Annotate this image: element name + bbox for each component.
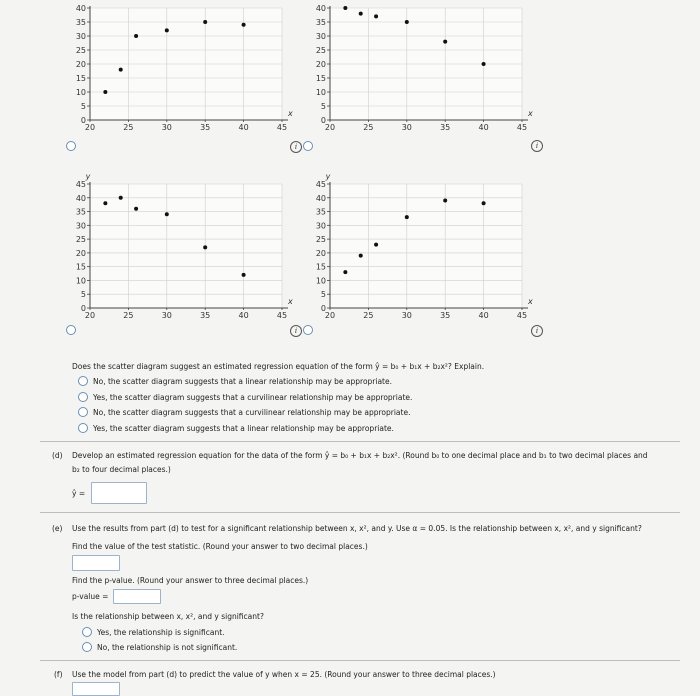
question-c-option-3-label: No, the scatter diagram suggests that a curvilinear relationship may be appropriate. bbox=[93, 407, 411, 417]
significance-option-no-label: No, the relationship is not significant. bbox=[97, 642, 238, 652]
x-tick-label: 45 bbox=[276, 311, 288, 320]
question-c-option-2[interactable] bbox=[78, 392, 412, 402]
data-point bbox=[165, 28, 169, 32]
y-tick-label: 0 bbox=[80, 304, 86, 313]
plot-area bbox=[330, 184, 522, 308]
x-tick-label: 25 bbox=[123, 311, 134, 320]
y-tick-label: 20 bbox=[315, 248, 326, 258]
y-tick-label: 40 bbox=[75, 193, 86, 203]
regression-equation-input[interactable] bbox=[91, 482, 147, 504]
x-tick-label: 35 bbox=[440, 123, 451, 132]
data-point bbox=[343, 270, 347, 274]
y-tick-label: 45 bbox=[315, 180, 326, 189]
significance-option-no[interactable] bbox=[82, 642, 237, 652]
data-point bbox=[103, 201, 107, 205]
x-tick-label: 45 bbox=[516, 123, 528, 132]
x-tick-label: 35 bbox=[440, 311, 451, 320]
significance-option-yes-label: Yes, the relationship is significant. bbox=[97, 627, 225, 637]
data-point bbox=[134, 207, 138, 211]
y-tick-label: 10 bbox=[75, 276, 86, 286]
x-tick-label: 40 bbox=[238, 311, 249, 320]
data-point bbox=[482, 62, 486, 66]
y-tick-label: 35 bbox=[315, 207, 326, 217]
scatter-plot-c bbox=[60, 170, 300, 322]
data-point bbox=[203, 20, 207, 24]
scatter-plot-a-svg bbox=[60, 2, 300, 134]
significance-prompt: Is the relationship between x, x², and y significant? bbox=[72, 612, 264, 621]
data-point bbox=[359, 12, 363, 16]
scatter-plot-a bbox=[60, 2, 300, 134]
question-c-option-2-label: Yes, the scatter diagram suggests that a curvilinear relationship may be appropriate. bbox=[93, 392, 413, 402]
question-e-label: (e) bbox=[52, 524, 63, 533]
data-point bbox=[242, 273, 246, 277]
test-statistic-input[interactable] bbox=[72, 555, 120, 571]
question-c-radio-3[interactable] bbox=[78, 407, 88, 417]
x-tick-label: 45 bbox=[276, 123, 288, 132]
x-tick-label: 30 bbox=[161, 311, 172, 320]
y-tick-label: 25 bbox=[315, 46, 326, 55]
divider-1 bbox=[40, 441, 680, 442]
data-point bbox=[203, 245, 207, 249]
divider-2 bbox=[40, 512, 680, 513]
x-tick-label: 30 bbox=[401, 311, 412, 320]
data-point bbox=[165, 212, 169, 216]
question-d-yhat-label: ŷ = bbox=[72, 489, 86, 498]
plot-d-radio[interactable] bbox=[303, 325, 313, 335]
y-tick-label: 30 bbox=[75, 221, 86, 231]
data-point bbox=[443, 199, 447, 203]
y-tick-label: 20 bbox=[75, 60, 86, 69]
question-d-line2: b₂ to four decimal places.) bbox=[72, 465, 171, 474]
x-tick-label: 35 bbox=[200, 123, 211, 132]
data-point bbox=[374, 243, 378, 247]
data-point bbox=[119, 68, 123, 72]
data-point bbox=[242, 23, 246, 27]
scatter-plot-c-svg bbox=[60, 170, 300, 322]
x-tick-label: 25 bbox=[363, 123, 374, 132]
question-c-option-3[interactable] bbox=[78, 407, 410, 417]
data-point bbox=[374, 14, 378, 18]
y-axis-label: y bbox=[325, 172, 331, 181]
question-c-radio-1[interactable] bbox=[78, 376, 88, 386]
x-tick-label: 20 bbox=[84, 123, 96, 132]
question-c-option-1[interactable] bbox=[78, 376, 392, 386]
x-tick-label: 35 bbox=[200, 311, 211, 320]
question-c-option-4[interactable] bbox=[78, 423, 394, 433]
y-tick-label: 15 bbox=[75, 74, 86, 83]
y-tick-label: 35 bbox=[75, 207, 86, 217]
data-point bbox=[443, 40, 447, 44]
y-tick-label: 20 bbox=[75, 248, 86, 258]
x-tick-label: 40 bbox=[478, 123, 489, 132]
x-axis-label: x bbox=[288, 109, 293, 118]
question-c-prompt: Does the scatter diagram suggest an estimated regression equation of the form ŷ = b₀ + b₁x + b₂x²? Explain. bbox=[72, 362, 485, 371]
plot-b-radio[interactable] bbox=[303, 141, 313, 151]
y-tick-label: 0 bbox=[320, 116, 326, 125]
y-tick-label: 5 bbox=[320, 290, 326, 300]
y-tick-label: 15 bbox=[315, 74, 326, 83]
plot-area bbox=[90, 184, 282, 308]
y-tick-label: 5 bbox=[80, 290, 86, 300]
significance-option-yes[interactable] bbox=[82, 627, 225, 637]
x-tick-label: 25 bbox=[363, 311, 374, 320]
y-tick-label: 35 bbox=[315, 18, 326, 27]
data-point bbox=[405, 20, 409, 24]
x-tick-label: 40 bbox=[478, 311, 489, 320]
significance-radio-no[interactable] bbox=[82, 642, 92, 652]
question-d-label: (d) bbox=[52, 451, 63, 460]
y-tick-label: 35 bbox=[75, 18, 86, 27]
y-tick-label: 25 bbox=[75, 235, 86, 245]
x-tick-label: 20 bbox=[84, 311, 96, 320]
x-tick-label: 45 bbox=[516, 311, 528, 320]
plot-c-info-icon[interactable]: i bbox=[290, 325, 302, 337]
y-tick-label: 30 bbox=[315, 221, 326, 231]
significance-radio-yes[interactable] bbox=[82, 627, 92, 637]
divider-3 bbox=[40, 660, 680, 661]
plot-c-radio[interactable] bbox=[66, 325, 76, 335]
y-tick-label: 30 bbox=[315, 32, 326, 41]
data-point bbox=[482, 201, 486, 205]
plot-d-info-icon[interactable]: i bbox=[531, 325, 543, 337]
y-tick-label: 15 bbox=[75, 262, 86, 272]
y-tick-label: 40 bbox=[315, 4, 326, 13]
pvalue-input[interactable] bbox=[113, 589, 161, 604]
y-tick-label: 40 bbox=[315, 193, 326, 203]
y-tick-label: 20 bbox=[315, 60, 326, 69]
plot-b-info-icon[interactable]: i bbox=[531, 140, 543, 152]
scatter-plot-d-svg bbox=[300, 170, 540, 322]
question-c-option-4-label: Yes, the scatter diagram suggests that a linear relationship may be appropriate. bbox=[93, 423, 394, 433]
data-point bbox=[134, 34, 138, 38]
question-e-line2: Find the value of the test statistic. (Round your answer to two decimal places.) bbox=[72, 542, 368, 551]
question-c-radio-2[interactable] bbox=[78, 392, 88, 402]
question-c-radio-4[interactable] bbox=[78, 423, 88, 433]
y-tick-label: 40 bbox=[75, 4, 86, 13]
x-tick-label: 20 bbox=[324, 123, 336, 132]
scatter-plot-d bbox=[300, 170, 540, 322]
y-tick-label: 10 bbox=[315, 276, 326, 286]
y-tick-label: 0 bbox=[320, 304, 326, 313]
data-point bbox=[103, 90, 107, 94]
data-point bbox=[405, 215, 409, 219]
y-tick-label: 30 bbox=[75, 32, 86, 41]
y-tick-label: 10 bbox=[315, 88, 326, 97]
x-tick-label: 20 bbox=[324, 311, 336, 320]
question-d-line1: Develop an estimated regression equation for the data of the form ŷ = b₀ + b₁x + b₂x². (Round b₀ to one decimal place and b₁ to two decimal places and bbox=[72, 451, 648, 460]
data-point bbox=[343, 6, 347, 10]
scatter-plot-b bbox=[300, 2, 540, 134]
y-tick-label: 10 bbox=[75, 88, 86, 97]
pvalue-prompt: Find the p-value. (Round your answer to three decimal places.) bbox=[72, 576, 309, 585]
y-tick-label: 15 bbox=[315, 262, 326, 272]
x-tick-label: 25 bbox=[123, 123, 134, 132]
y-tick-label: 45 bbox=[75, 180, 86, 189]
pvalue-label: p-value = bbox=[72, 592, 109, 601]
x-axis-label: x bbox=[288, 297, 293, 306]
question-c-option-1-label: No, the scatter diagram suggests that a linear relationship may be appropriate. bbox=[93, 376, 392, 386]
scatter-plot-b-svg bbox=[300, 2, 540, 134]
y-tick-label: 5 bbox=[80, 102, 86, 111]
y-tick-label: 25 bbox=[315, 235, 326, 245]
y-axis-label: y bbox=[85, 172, 91, 181]
prediction-input[interactable] bbox=[72, 682, 120, 696]
plot-a-info-icon[interactable]: i bbox=[290, 141, 302, 153]
y-tick-label: 25 bbox=[75, 46, 86, 55]
y-tick-label: 5 bbox=[320, 102, 326, 111]
x-axis-label: x bbox=[528, 109, 533, 118]
plot-a-radio[interactable] bbox=[66, 141, 76, 151]
data-point bbox=[119, 196, 123, 200]
question-f-label: (f) bbox=[54, 670, 63, 679]
data-point bbox=[359, 254, 363, 258]
y-tick-label: 0 bbox=[80, 116, 86, 125]
x-tick-label: 30 bbox=[401, 123, 412, 132]
x-axis-label: x bbox=[528, 297, 533, 306]
question-e-line1: Use the results from part (d) to test for a significant relationship between x, x², and y. Use α = 0.05. Is the relationship between x, x², and y significant? bbox=[72, 524, 642, 533]
x-tick-label: 40 bbox=[238, 123, 249, 132]
question-f-text: Use the model from part (d) to predict the value of y when x = 25. (Round your answer to three decimal places.) bbox=[72, 670, 496, 679]
x-tick-label: 30 bbox=[161, 123, 172, 132]
